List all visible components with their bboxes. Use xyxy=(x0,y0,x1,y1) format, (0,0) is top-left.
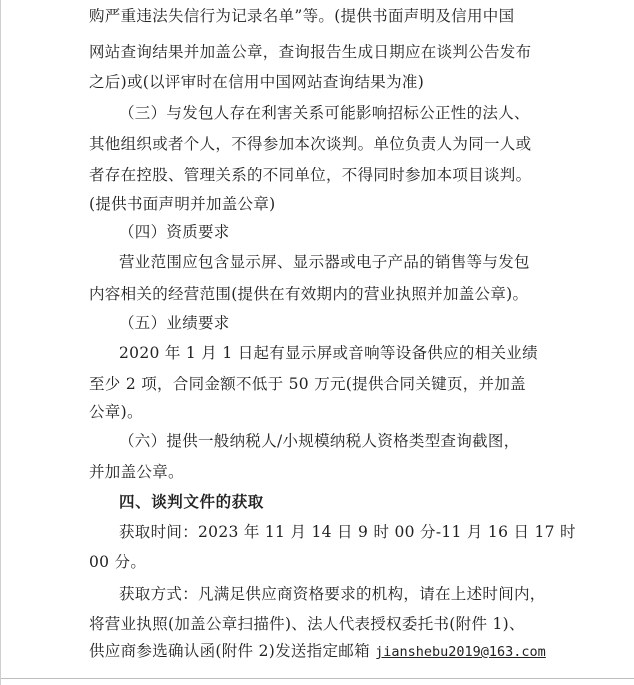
acquisition-method-line-2: 将营业执照(加盖公章扫描件)、法人代表授权委托书(附件 1)、 xyxy=(89,615,525,633)
acquisition-time-line-2: 00 分。 xyxy=(89,553,147,571)
page-bottom-divider xyxy=(1,678,634,679)
section-heading-acquisition: 四、谈判文件的获取 xyxy=(119,492,264,511)
email-link[interactable]: jianshebu2019@163.com xyxy=(375,644,546,660)
acquisition-time-line-1: 获取时间：2023 年 11 月 14 日 9 时 00 分-11 月 16 日 17 时 xyxy=(119,523,576,541)
section-three-line-2: 其他组织或者个人，不得参加本次谈判。单位负责人为同一人或 xyxy=(89,135,532,153)
section-five-line-3: 公章)。 xyxy=(89,403,143,421)
section-four-heading: （四）资质要求 xyxy=(119,223,230,241)
paragraph-line-2: 网站查询结果并加盖公章，查询报告生成日期应在谈判公告发布 xyxy=(89,43,532,61)
section-five-line-1: 2020 年 1 月 1 日起有显示屏或音响等设备供应的相关业绩 xyxy=(119,344,538,362)
section-three-line-3: 者存在控股、管理关系的不同单位，不得同时参加本项目谈判。 xyxy=(89,166,532,184)
acquisition-method-line-3 xyxy=(89,641,546,662)
acquisition-method-line-1: 获取方式：凡满足供应商资格要求的机构，请在上述时间内， xyxy=(119,585,546,603)
paragraph-line-1: 购严重违法失信行为记录名单”等。(提供书面声明及信用中国 xyxy=(89,7,515,25)
section-five-line-2: 至少 2 项，合同金额不低于 50 万元(提供合同关键页，并加盖 xyxy=(89,375,526,393)
section-four-line-2: 内容相关的经营范围(提供在有效期内的营业执照并加盖公章)。 xyxy=(89,285,529,303)
section-four-line-1: 营业范围应包含显示屏、显示器或电子产品的销售等与发包 xyxy=(119,253,530,271)
acquisition-method-text: 供应商参选确认函(附件 2)发送指定邮箱 xyxy=(89,642,376,660)
section-six-line-1: （六）提供一般纳税人/小规模纳税人资格类型查询截图， xyxy=(119,432,520,450)
section-three-line-1: （三）与发包人存在利害关系可能影响招标公正性的法人、 xyxy=(119,104,530,122)
section-five-heading: （五）业绩要求 xyxy=(119,314,230,332)
paragraph-line-3: 之后)或(以评审时在信用中国网站查询结果为准) xyxy=(89,73,425,91)
section-three-line-4: (提供书面声明并加盖公章) xyxy=(89,195,276,213)
section-six-line-2: 并加盖公章。 xyxy=(89,463,184,481)
